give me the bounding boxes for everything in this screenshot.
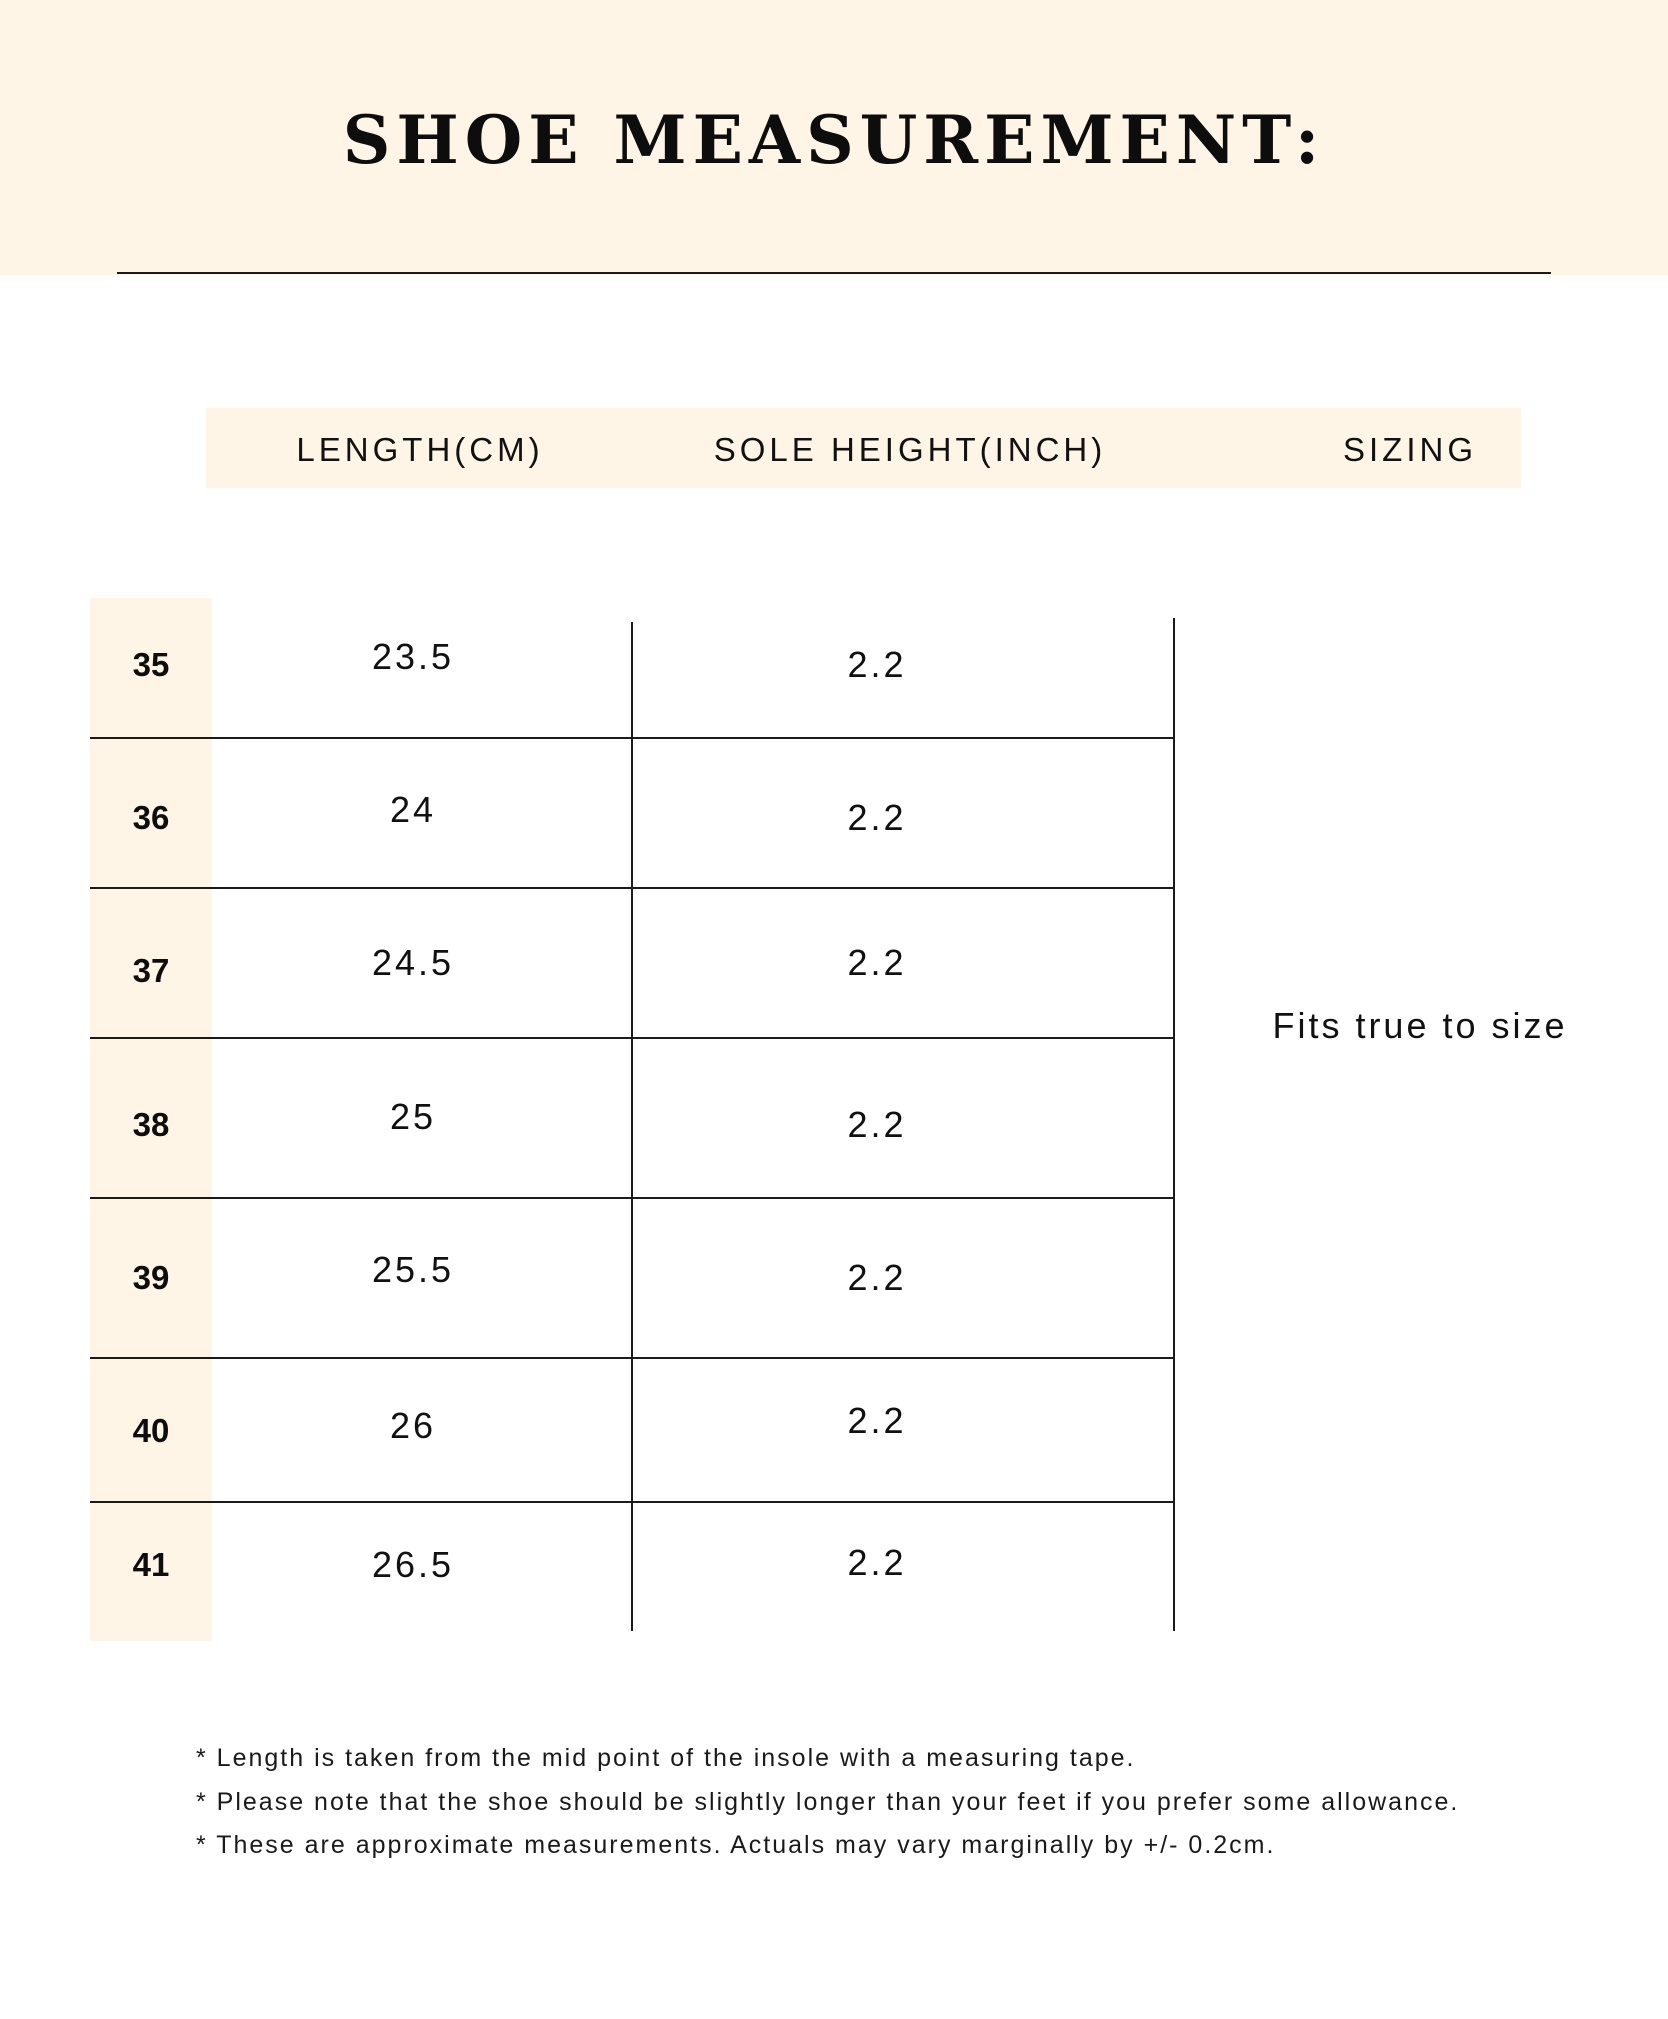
row-divider xyxy=(90,1037,1175,1039)
sole-height-cell: 2.2 xyxy=(847,1542,907,1583)
row-divider xyxy=(90,1501,1175,1503)
column-header-sizing: SIZING xyxy=(1342,431,1477,468)
sole-height-cell: 2.2 xyxy=(847,1400,907,1441)
size-label: 41 xyxy=(132,1546,170,1583)
row-divider xyxy=(90,887,1175,889)
length-cell: 24.5 xyxy=(371,942,455,983)
sole-height-cell: 2.2 xyxy=(847,942,907,983)
column-divider-2 xyxy=(1173,618,1175,1631)
size-label: 39 xyxy=(132,1259,170,1296)
footnote: * Length is taken from the mid point of the insole with a measuring tape. xyxy=(196,1744,1136,1772)
row-divider xyxy=(90,1357,1175,1359)
column-header-sole-height: SOLE HEIGHT(INCH) xyxy=(713,431,1107,468)
title-divider xyxy=(117,272,1551,274)
footnote: * Please note that the shoe should be slightly longer than your feet if you prefer some allowance. xyxy=(196,1788,1460,1816)
sole-height-cell: 2.2 xyxy=(847,797,907,838)
column-divider-1 xyxy=(631,622,633,1631)
length-cell: 24 xyxy=(389,789,437,830)
sole-height-cell: 2.2 xyxy=(847,644,907,685)
length-cell: 23.5 xyxy=(371,636,455,677)
sole-height-cell: 2.2 xyxy=(847,1257,907,1298)
size-label: 37 xyxy=(132,952,170,989)
length-cell: 25 xyxy=(389,1096,437,1137)
size-label: 35 xyxy=(132,646,170,683)
row-divider xyxy=(90,1197,1175,1199)
footnote: * These are approximate measurements. Actuals may vary marginally by +/- 0.2cm. xyxy=(196,1831,1276,1859)
sizing-note: Fits true to size xyxy=(1272,1005,1568,1046)
length-cell: 26 xyxy=(389,1405,437,1446)
sole-height-cell: 2.2 xyxy=(847,1104,907,1145)
size-label: 40 xyxy=(132,1412,170,1449)
row-divider xyxy=(90,737,1175,739)
size-label: 36 xyxy=(132,799,170,836)
length-cell: 26.5 xyxy=(371,1544,455,1585)
page-title: SHOE MEASUREMENT: xyxy=(342,101,1326,179)
column-header-length: LENGTH(CM) xyxy=(296,431,544,468)
size-label: 38 xyxy=(132,1106,170,1143)
length-cell: 25.5 xyxy=(371,1249,455,1290)
